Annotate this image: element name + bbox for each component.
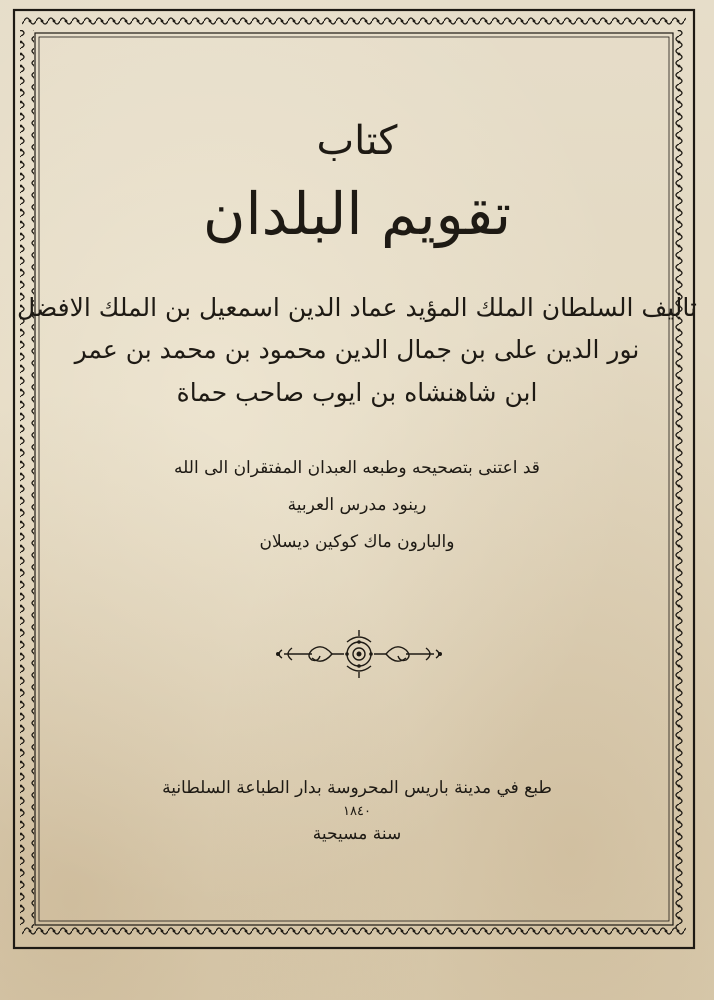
- editor-line-1: قد اعتنى بتصحيحه وطبعه العبدان المفتقران الى الله: [174, 458, 540, 478]
- imprint-line-3: سنة مسيحية: [312, 824, 402, 844]
- author-line-3: ابن شاهنشاه بن ايوب صاحب حماة: [176, 378, 538, 407]
- editor-line-3: والبارون ماك كوكين ديسلان: [259, 532, 455, 552]
- imprint-line-1: طبع في مدينة باريس المحروسة بدار الطباعة السلطانية: [162, 778, 552, 798]
- author-line-2: نور الدين على بن جمال الدين محمود بن محمد بن عمر: [74, 335, 640, 364]
- book-word: كتاب: [316, 118, 398, 164]
- floral-ornament-icon: [274, 628, 444, 680]
- editor-line-2: رينود مدرس العربية: [287, 495, 427, 515]
- imprint-year: ١٨٤٠: [343, 804, 371, 819]
- book-title: تقويم البلدان: [202, 180, 512, 248]
- author-line-1: تاليف السلطان الملك المؤيد عماد الدين اسمعيل بن الملك الافضل: [17, 293, 697, 322]
